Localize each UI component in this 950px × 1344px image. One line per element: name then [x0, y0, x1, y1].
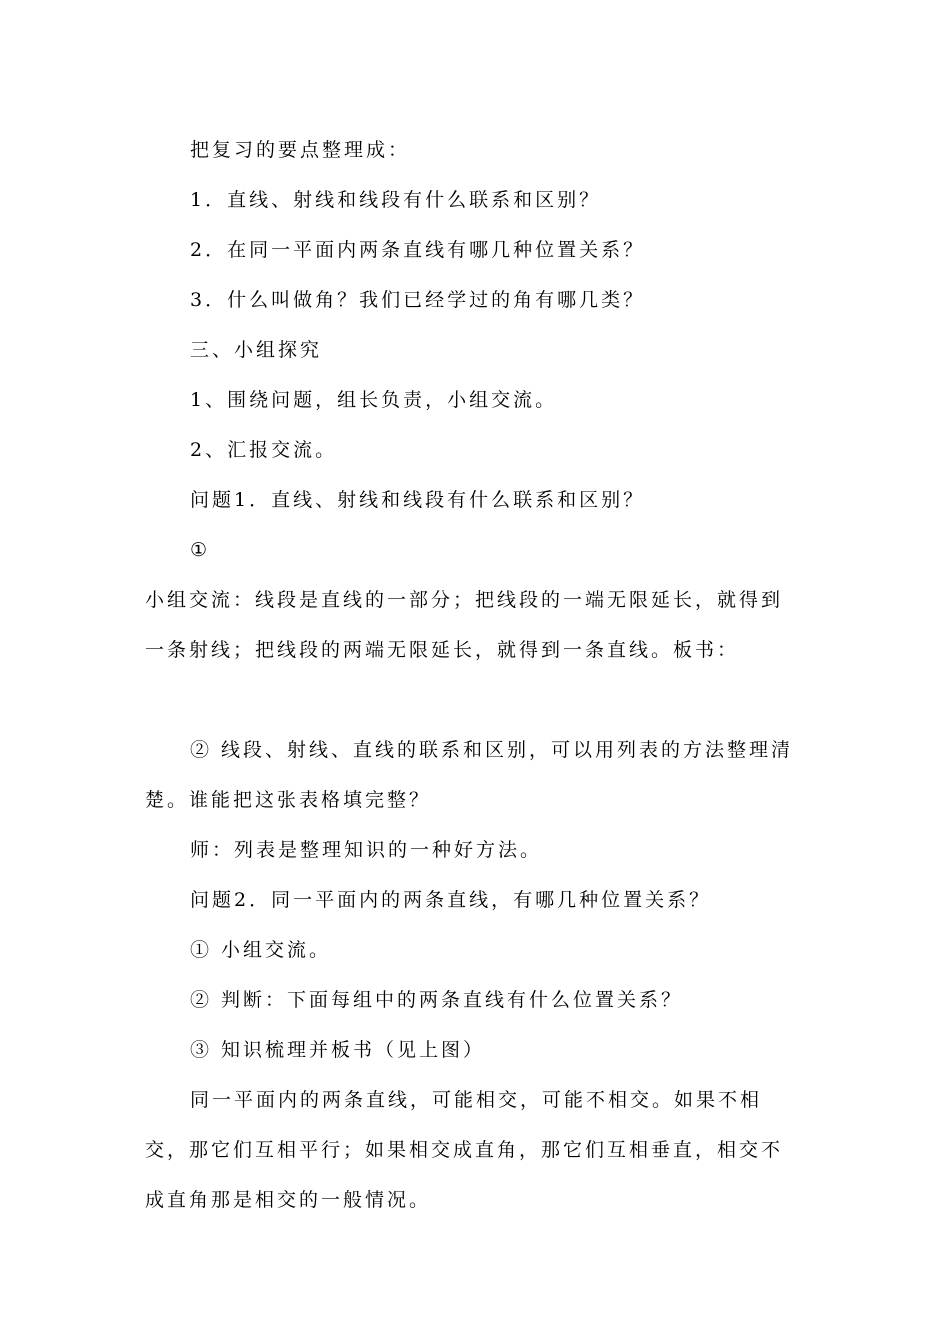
review-point-1: 1．直线、射线和线段有什么联系和区别？	[190, 189, 602, 211]
paragraph-conclusion-line-1: 同一平面内的两条直线，可能相交，可能不相交。如果不相	[190, 1089, 763, 1111]
question-2-step-3: ③ 知识梳理并板书（见上图）	[190, 1039, 486, 1061]
question-1-heading: 问题1．直线、射线和线段有什么联系和区别？	[190, 489, 646, 511]
review-point-3: 3．什么叫做角？我们已经学过的角有哪几类？	[190, 289, 646, 311]
circled-marker-1: ①	[190, 539, 211, 561]
paragraph-conclusion-line-2: 交，那它们互相平行；如果相交成直角，那它们互相垂直，相交不	[145, 1139, 784, 1161]
paragraph-table-line-2: 楚。谁能把这张表格填完整？	[145, 789, 432, 811]
teacher-remark: 师：列表是整理知识的一种好方法。	[190, 839, 543, 861]
review-point-2: 2．在同一平面内两条直线有哪几种位置关系？	[190, 239, 646, 261]
paragraph-review-intro: 把复习的要点整理成：	[190, 139, 411, 161]
section-heading-group-exploration: 三、小组探究	[190, 339, 323, 361]
step-2-report: 2、汇报交流。	[190, 439, 338, 461]
paragraph-group-discussion-line-2: 一条射线；把线段的两端无限延长，就得到一条直线。板书：	[145, 639, 740, 661]
question-2-step-1: ① 小组交流。	[190, 939, 332, 961]
question-2-step-2: ② 判断：下面每组中的两条直线有什么位置关系？	[190, 989, 684, 1011]
question-2-heading: 问题2．同一平面内的两条直线，有哪几种位置关系？	[190, 889, 712, 911]
step-1-discussion: 1、围绕问题，组长负责，小组交流。	[190, 389, 558, 411]
paragraph-group-discussion-line-1: 小组交流：线段是直线的一部分；把线段的一端无限延长，就得到	[145, 589, 784, 611]
paragraph-conclusion-line-3: 成直角那是相交的一般情况。	[145, 1189, 432, 1211]
paragraph-table-line-1: ② 线段、射线、直线的联系和区别，可以用列表的方法整理清	[190, 739, 794, 761]
